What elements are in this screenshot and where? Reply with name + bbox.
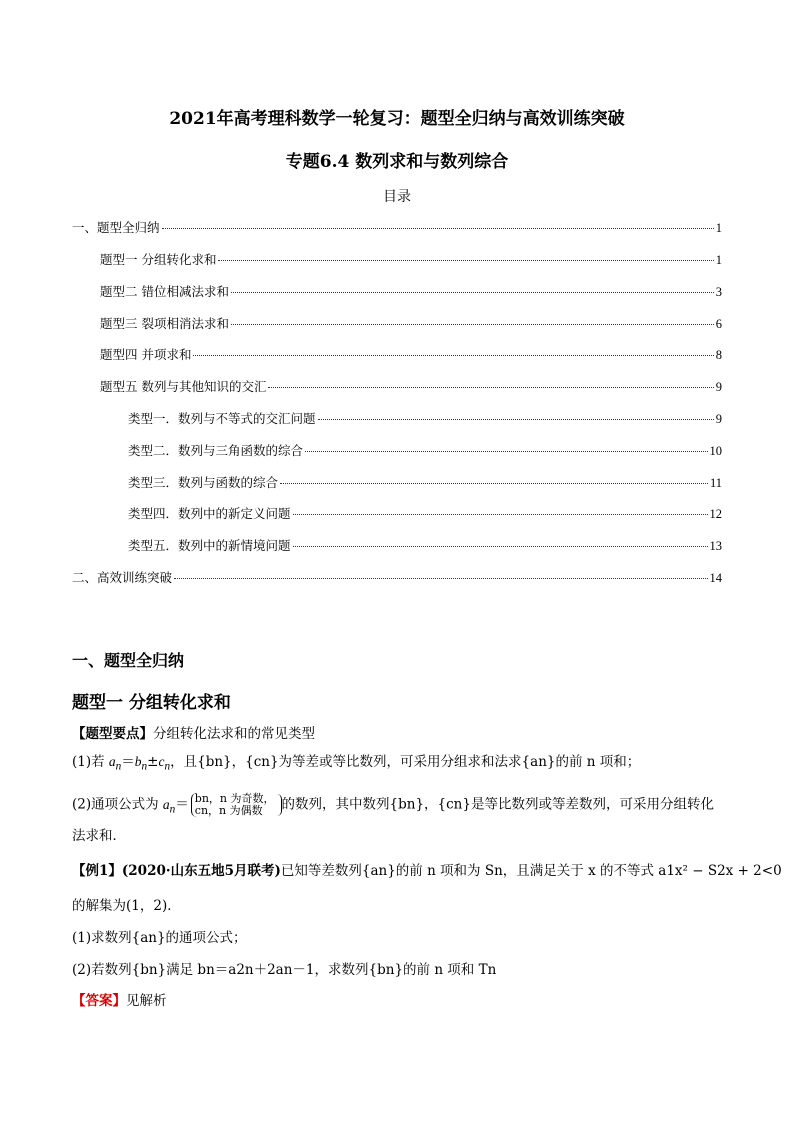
toc-heading: 目录 <box>383 189 411 205</box>
toc-entry-label: 类型二．数列与三角函数的综合 <box>128 443 304 458</box>
item-2-continued: 法求和． <box>72 828 126 844</box>
toc-entry[interactable] <box>72 218 722 236</box>
toc-entry[interactable] <box>100 250 722 268</box>
toc-entry-page: 10 <box>709 444 722 458</box>
toc-entry-page: 9 <box>715 380 722 394</box>
toc-entry-page: 13 <box>709 539 722 553</box>
formula-an: $a_n=b_n\pm c_n$ <box>108 754 171 773</box>
toc-entry-label: 题型一 分组转化求和 <box>100 252 217 267</box>
piecewise-formula <box>191 793 275 817</box>
toc-entry[interactable] <box>100 377 722 395</box>
item-1-prefix: (1)若 <box>72 754 105 770</box>
toc-entry[interactable] <box>100 282 722 300</box>
toc-entry-page: 1 <box>715 253 722 267</box>
item-1-text: ，且{bn}，{cn}为等差或等比数列，可采用分组求和法求{an}的前 n 项和； <box>170 754 641 770</box>
example-tag: 【例1】 <box>72 863 122 879</box>
toc-entry-page: 11 <box>709 476 722 490</box>
toc-entry-page: 12 <box>709 507 722 521</box>
toc-entry-label: 题型四 并项求和 <box>100 347 192 362</box>
item-2-text: 的数列，其中数列{bn}，{cn}是等比数列或等差数列，可采用分组转化 <box>281 796 714 813</box>
toc-entry-label: 类型五．数列中的新情境问题 <box>128 538 291 553</box>
toc-entry[interactable] <box>128 536 722 554</box>
key-points-text: 分组转化法求和的常见类型 <box>153 726 315 742</box>
section-heading: 一、题型全归纳 <box>72 651 185 670</box>
question-2: (2)若数列{bn}满足 bn＝a2n＋2an－1，求数列{bn}的前 n 项和 Tn <box>72 962 497 978</box>
toc-entry-label: 二、高效训练突破 <box>72 570 173 585</box>
toc-entry[interactable] <box>128 409 722 427</box>
toc-entry-page: 9 <box>715 412 722 426</box>
key-points <box>72 723 724 745</box>
toc-entry-label: 一、题型全归纳 <box>72 220 160 235</box>
toc-entry-label: 题型二 错位相减法求和 <box>100 284 229 299</box>
toc-entry[interactable] <box>100 345 722 363</box>
toc-entry-page: 8 <box>715 348 722 362</box>
question-1: (1)求数列{an}的通项公式； <box>72 930 247 946</box>
toc-entry-page: 14 <box>709 571 722 585</box>
example-1 <box>72 860 782 882</box>
toc-entry-label: 类型四．数列中的新定义问题 <box>128 506 291 521</box>
toc-entry-page: 1 <box>715 221 722 235</box>
toc-entry-page: 3 <box>715 285 722 299</box>
toc-entry-label: 类型三．数列与函数的综合 <box>128 475 279 490</box>
toc-entry[interactable] <box>128 441 722 459</box>
subsection-heading: 题型一 分组转化求和 <box>72 693 231 713</box>
toc-entry-label: 类型一．数列与不等式的交汇问题 <box>128 411 316 426</box>
answer <box>72 990 724 1012</box>
example-text: 已知等差数列{an}的前 n 项和为 Sn，且满足关于 x 的不等式 a1x² − S2x + 2<0 <box>280 863 782 879</box>
item-1 <box>72 751 724 778</box>
document-subtitle: 专题6.4 数列求和与数列综合 <box>285 152 509 172</box>
toc-entry-label: 题型五 数列与其他知识的交汇 <box>100 379 267 394</box>
toc-entry[interactable] <box>72 568 722 586</box>
toc-entry[interactable] <box>100 314 722 332</box>
document-title: 2021年高考理科数学一轮复习：题型全归纳与高效训练突破 <box>169 109 625 129</box>
item-2: (2)通项公式为 $a_n=$ bn，n 为奇数， cn，n 为偶数 的数列，其中数列{bn}，{cn}是等比数列或等差数列，可采用分组转化 <box>72 792 714 817</box>
answer-text: 见解析 <box>126 993 167 1009</box>
item-2-prefix: (2)通项公式为 <box>72 796 159 813</box>
toc-entry[interactable] <box>128 504 722 522</box>
example-1-continued: 的解集为(1，2)． <box>72 898 181 914</box>
toc-entry-page: 6 <box>715 317 722 331</box>
toc-entry-label: 题型三 裂项相消法求和 <box>100 316 229 331</box>
example-source: (2020·山东五地5月联考) <box>121 863 281 879</box>
toc-entry[interactable] <box>128 473 722 491</box>
answer-tag: 【答案】 <box>72 993 126 1009</box>
piecewise-case-even: cn，n 为偶数 <box>194 804 263 817</box>
key-points-tag: 【题型要点】 <box>72 726 153 742</box>
piecewise-case-odd: bn，n 为奇数， <box>194 792 275 805</box>
